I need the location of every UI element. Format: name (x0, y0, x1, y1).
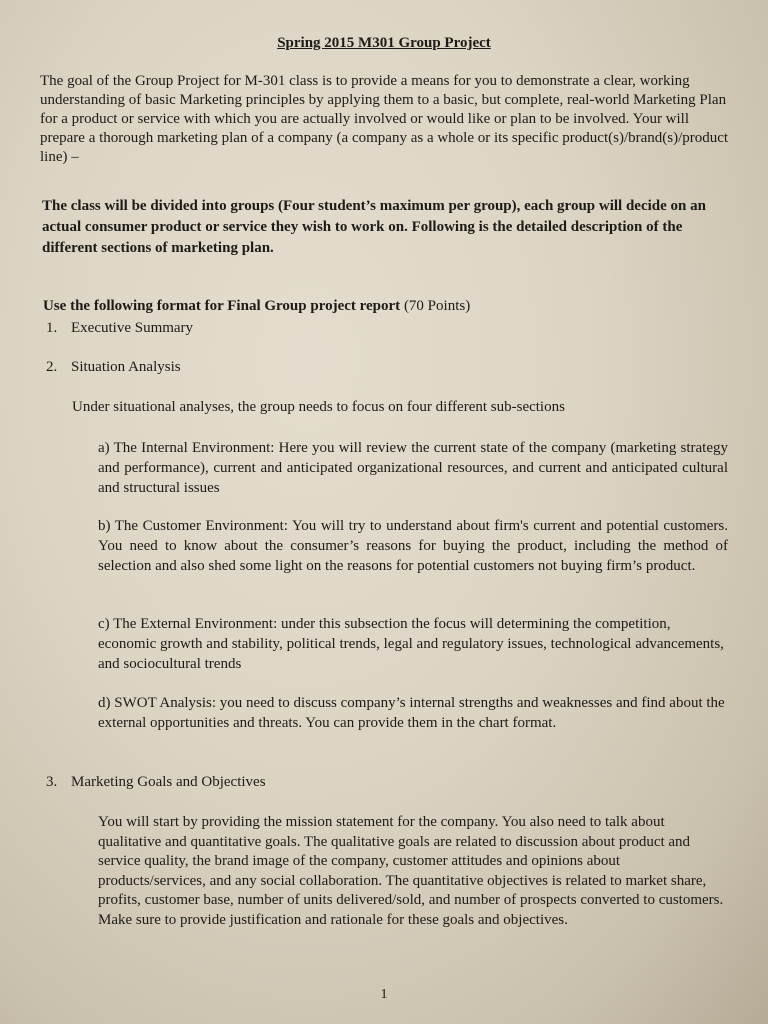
format-heading-text: Use the following format for Final Group project report (43, 298, 401, 314)
subsection-customer-environment: b) The Customer Environment: You will try to understand about firm's current and potential customers. You need to know about the consumer’s reasons for buying the product, including the method of selection and also shed some light on the reasons for potential customers not buying firm’s product. (98, 518, 728, 574)
section-number: 2. (46, 359, 58, 375)
marketing-goals-paragraph: You will start by providing the mission statement for the company. You also need to talk about qualitative and quantitative goals. The qualitative goals are related to discussion about product and service quality, the brand image of the company, customer attitudes and opinions about products/services, and any social collaboration. The quantitative objectives is related to market share, profits, customer base, number of units delivered/sold, and number of prospects converted to customers. Make sure to provide justification and rationale for these goals and objectives. (98, 814, 724, 928)
group-instructions-paragraph: The class will be divided into groups (Four student’s maximum per group), each group will decide on an actual consumer product or service they wish to work on. Following is the detailed description of the different sections of marketing plan. (42, 198, 706, 256)
subsection-swot-analysis: d) SWOT Analysis: you need to discuss company’s internal strengths and weaknesses and find about the external opportunities and threats. You can provide them in the chart format. (98, 695, 725, 731)
subsection-internal-environment: a) The Internal Environment: Here you will review the current state of the company (marketing strategy and performance), current and anticipated organizational resources, and current and anticipated cultural and structural issues (98, 440, 728, 496)
section-label: Executive Summary (71, 320, 194, 336)
section-label: Situation Analysis (71, 359, 181, 375)
document-title: Spring 2015 M301 Group Project (277, 35, 491, 51)
page-number: 1 (380, 987, 388, 1002)
format-heading (43, 298, 470, 315)
section-number: 3. (46, 774, 58, 790)
intro-paragraph: The goal of the Group Project for M-301 class is to provide a means for you to demonstrate a clear, working understanding of basic Marketing principles by applying them to a basic, but complete, real-world Marketing Plan for a product or service with which you are actually involved or would like or plan to be involved. Your will prepare a thorough marketing plan of a company (a company as a whole or its specific product(s)/brand(s)/product line) – (40, 73, 729, 165)
section-situation-analysis (46, 359, 181, 376)
section-label: Marketing Goals and Objectives (71, 774, 266, 790)
subsection-external-environment: c) The External Environment: under this subsection the focus will determining the competition, economic growth and stability, political trends, legal and regulatory issues, technological advancements, and sociocultural trends (98, 616, 724, 672)
section-number: 1. (46, 320, 58, 336)
section-executive-summary (46, 320, 193, 337)
format-heading-points: (70 Points) (400, 298, 471, 314)
situation-analysis-lead: Under situational analyses, the group needs to focus on four different sub-sections (72, 399, 565, 415)
section-marketing-goals (46, 774, 266, 791)
